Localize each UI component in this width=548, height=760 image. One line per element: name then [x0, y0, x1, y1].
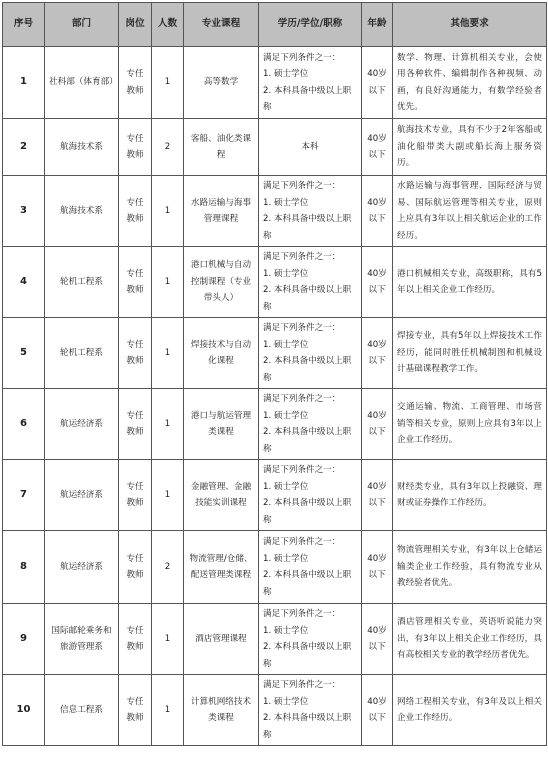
- cell-count: 1: [152, 460, 184, 531]
- cell-other-requirements: 物流管理相关专业，有3年以上仓储运输类企业工作经验，具有物流专业从教经验者优先。: [393, 531, 547, 604]
- cell-course: 港口与航运管理类课程: [184, 389, 259, 460]
- cell-count: 2: [152, 119, 184, 176]
- cell-count: 1: [152, 675, 184, 746]
- cell-other-requirements: 网络工程相关专业，有3年及以上相关企业工作经历。: [393, 675, 547, 746]
- education-line: 2. 本科具备中级以上职称: [263, 85, 352, 112]
- cell-other-requirements: 港口机械相关专业，高级职称，具有5年以上相关企业工作经历。: [393, 247, 547, 318]
- education-line: 1. 硕士学位: [263, 197, 309, 208]
- cell-post: 专任教师: [119, 318, 152, 389]
- header-count: 人数: [152, 3, 184, 47]
- cell-count: 1: [152, 604, 184, 675]
- cell-index: 3: [3, 176, 45, 247]
- cell-other-requirements: 焊接专业，具有5年以上焊接技术工作经历，能同时胜任机械制图和机械设计基础课程教学工作。: [393, 318, 547, 389]
- cell-age: 40岁以下: [362, 247, 393, 318]
- cell-education: [259, 176, 362, 247]
- education-line: 1. 硕士学位: [263, 410, 309, 421]
- cell-course: 酒店管理课程: [184, 604, 259, 675]
- recruitment-table-wrapper: [2, 2, 547, 746]
- cell-education: [259, 604, 362, 675]
- table-row: [3, 460, 547, 531]
- cell-index: 8: [3, 531, 45, 604]
- education-line: 1. 硕士学位: [263, 268, 309, 279]
- cell-count: 2: [152, 531, 184, 604]
- table-body: [3, 47, 547, 746]
- cell-age: 40岁以下: [362, 531, 393, 604]
- cell-index: 6: [3, 389, 45, 460]
- cell-post: 专任教师: [119, 531, 152, 604]
- cell-education: [259, 389, 362, 460]
- cell-post: 专任教师: [119, 47, 152, 119]
- cell-other-requirements: 航海技术专业，具有不少于2年客船或油化船带类大副或船长海上服务资历。: [393, 119, 547, 176]
- cell-age: 40岁以下: [362, 604, 393, 675]
- cell-age: 40岁以下: [362, 176, 393, 247]
- header-age: 年龄: [362, 3, 393, 47]
- cell-course: 港口机械与自动控制课程（专业带头人）: [184, 247, 259, 318]
- education-line: 满足下列条件之一：: [263, 323, 341, 333]
- cell-department: 航海技术系: [45, 176, 119, 247]
- education-line: 1. 硕士学位: [263, 69, 309, 79]
- cell-age: 40岁以下: [362, 675, 393, 746]
- header-department: 部门: [45, 3, 119, 47]
- recruitment-table: [2, 2, 547, 746]
- cell-post: 专任教师: [119, 176, 152, 247]
- header-other-requirements: 其他要求: [393, 3, 547, 47]
- cell-other-requirements: 数学、物理、计算机相关专业，会使用各种软件、编辑制作各种视频、动画，有良好沟通能力，有数学经验者优先。: [393, 47, 547, 119]
- cell-index: 1: [3, 47, 45, 119]
- table-row: [3, 119, 547, 176]
- cell-index: 4: [3, 247, 45, 318]
- table-row: [3, 247, 547, 318]
- cell-education: [259, 247, 362, 318]
- cell-post: 专任教师: [119, 460, 152, 531]
- education-line: 1. 硕士学位: [263, 481, 309, 492]
- cell-count: 1: [152, 389, 184, 460]
- cell-count: 1: [152, 318, 184, 389]
- cell-department: 航海技术系: [45, 119, 119, 176]
- cell-post: 专任教师: [119, 389, 152, 460]
- cell-department: 航运经济系: [45, 460, 119, 531]
- cell-department: 轮机工程系: [45, 247, 119, 318]
- cell-age: 40岁以下: [362, 389, 393, 460]
- cell-count: 1: [152, 176, 184, 247]
- cell-education: [259, 47, 362, 119]
- education-line: 2. 本科具备中级以上职称: [263, 427, 352, 454]
- education-line: 2. 本科具备中级以上职称: [263, 356, 352, 383]
- cell-age: 40岁以下: [362, 47, 393, 119]
- cell-education: [259, 119, 362, 176]
- cell-post: 专任教师: [119, 247, 152, 318]
- cell-department: 轮机工程系: [45, 318, 119, 389]
- table-row: [3, 176, 547, 247]
- cell-other-requirements: 财经类专业，具有3年以上投融资、理财或证券操作工作经历。: [393, 460, 547, 531]
- cell-education: [259, 318, 362, 389]
- cell-education: [259, 531, 362, 604]
- education-line: 1. 硕士学位: [263, 553, 309, 564]
- cell-post: 专任教师: [119, 604, 152, 675]
- table-row: [3, 604, 547, 675]
- table-row: [3, 47, 547, 119]
- cell-course: 金融管理、金融技能实训课程: [184, 460, 259, 531]
- cell-course: 客船、油化类课程: [184, 119, 259, 176]
- cell-index: 5: [3, 318, 45, 389]
- education-line: 2. 本科具备中级以上职称: [263, 570, 352, 597]
- cell-age: 40岁以下: [362, 318, 393, 389]
- header-education: 学历/学位/职称: [259, 3, 362, 47]
- education-line: 满足下列条件之一：: [263, 252, 341, 262]
- cell-course: 水路运输与海事管理课程: [184, 176, 259, 247]
- education-line: 2. 本科具备中级以上职称: [263, 285, 352, 312]
- cell-department: 信息工程系: [45, 675, 119, 746]
- cell-post: 专任教师: [119, 119, 152, 176]
- cell-department: 国际邮轮乘务和旅游管理系: [45, 604, 119, 675]
- cell-other-requirements: 酒店管理相关专业，英语听说能力突出，有3年以上相关企业工作经历，具有高校相关专业的教学经历者优先。: [393, 604, 547, 675]
- education-line: 2. 本科具备中级以上职称: [263, 498, 352, 525]
- cell-count: 1: [152, 247, 184, 318]
- education-line: 1. 硕士学位: [263, 339, 309, 350]
- cell-course: 计算机网络技术类课程: [184, 675, 259, 746]
- cell-age: 40岁以下: [362, 460, 393, 531]
- cell-index: 7: [3, 460, 45, 531]
- education-line: 满足下列条件之一：: [263, 52, 341, 63]
- education-line: 1. 硕士学位: [263, 696, 309, 707]
- cell-education: [259, 675, 362, 746]
- cell-department: 航运经济系: [45, 531, 119, 604]
- header-course: 专业课程: [184, 3, 259, 47]
- cell-post: 专任教师: [119, 675, 152, 746]
- education-line: 2. 本科具备中级以上职称: [263, 214, 352, 241]
- education-line: 满足下列条件之一：: [263, 465, 341, 475]
- table-row: [3, 318, 547, 389]
- cell-course: 高等数学: [184, 47, 259, 119]
- education-line: 满足下列条件之一：: [263, 680, 341, 690]
- table-row: [3, 675, 547, 746]
- header-post: 岗位: [119, 3, 152, 47]
- header-index: 序号: [3, 3, 45, 47]
- education-line: 满足下列条件之一：: [263, 537, 341, 547]
- education-line: 满足下列条件之一：: [263, 609, 341, 619]
- education-line: 满足下列条件之一：: [263, 394, 341, 404]
- education-line: 满足下列条件之一：: [263, 181, 341, 191]
- education-line: 2. 本科具备中级以上职称: [263, 713, 352, 740]
- education-line: 1. 硕士学位: [263, 625, 309, 636]
- cell-index: 9: [3, 604, 45, 675]
- header-row: [3, 3, 547, 47]
- cell-course: 物流管理/仓储、配送管理类课程: [184, 531, 259, 604]
- cell-age: 40岁以下: [362, 119, 393, 176]
- cell-other-requirements: 水路运输与海事管理、国际经济与贸易、国际航运管理等相关专业，原则上应具有3年以上相关航运企业的工作经历。: [393, 176, 547, 247]
- cell-course: 焊接技术与自动化课程: [184, 318, 259, 389]
- cell-education: [259, 460, 362, 531]
- table-row: [3, 531, 547, 604]
- cell-count: 1: [152, 47, 184, 119]
- table-row: [3, 389, 547, 460]
- cell-other-requirements: 交通运输、物流、工商管理、市场营销等相关专业，原则上应具有3年以上企业工作经历。: [393, 389, 547, 460]
- cell-index: 10: [3, 675, 45, 746]
- cell-index: 2: [3, 119, 45, 176]
- cell-department: 社科部（体育部）: [45, 47, 119, 119]
- education-line: 本科: [301, 141, 319, 152]
- education-line: 2. 本科具备中级以上职称: [263, 642, 352, 669]
- cell-department: 航运经济系: [45, 389, 119, 460]
